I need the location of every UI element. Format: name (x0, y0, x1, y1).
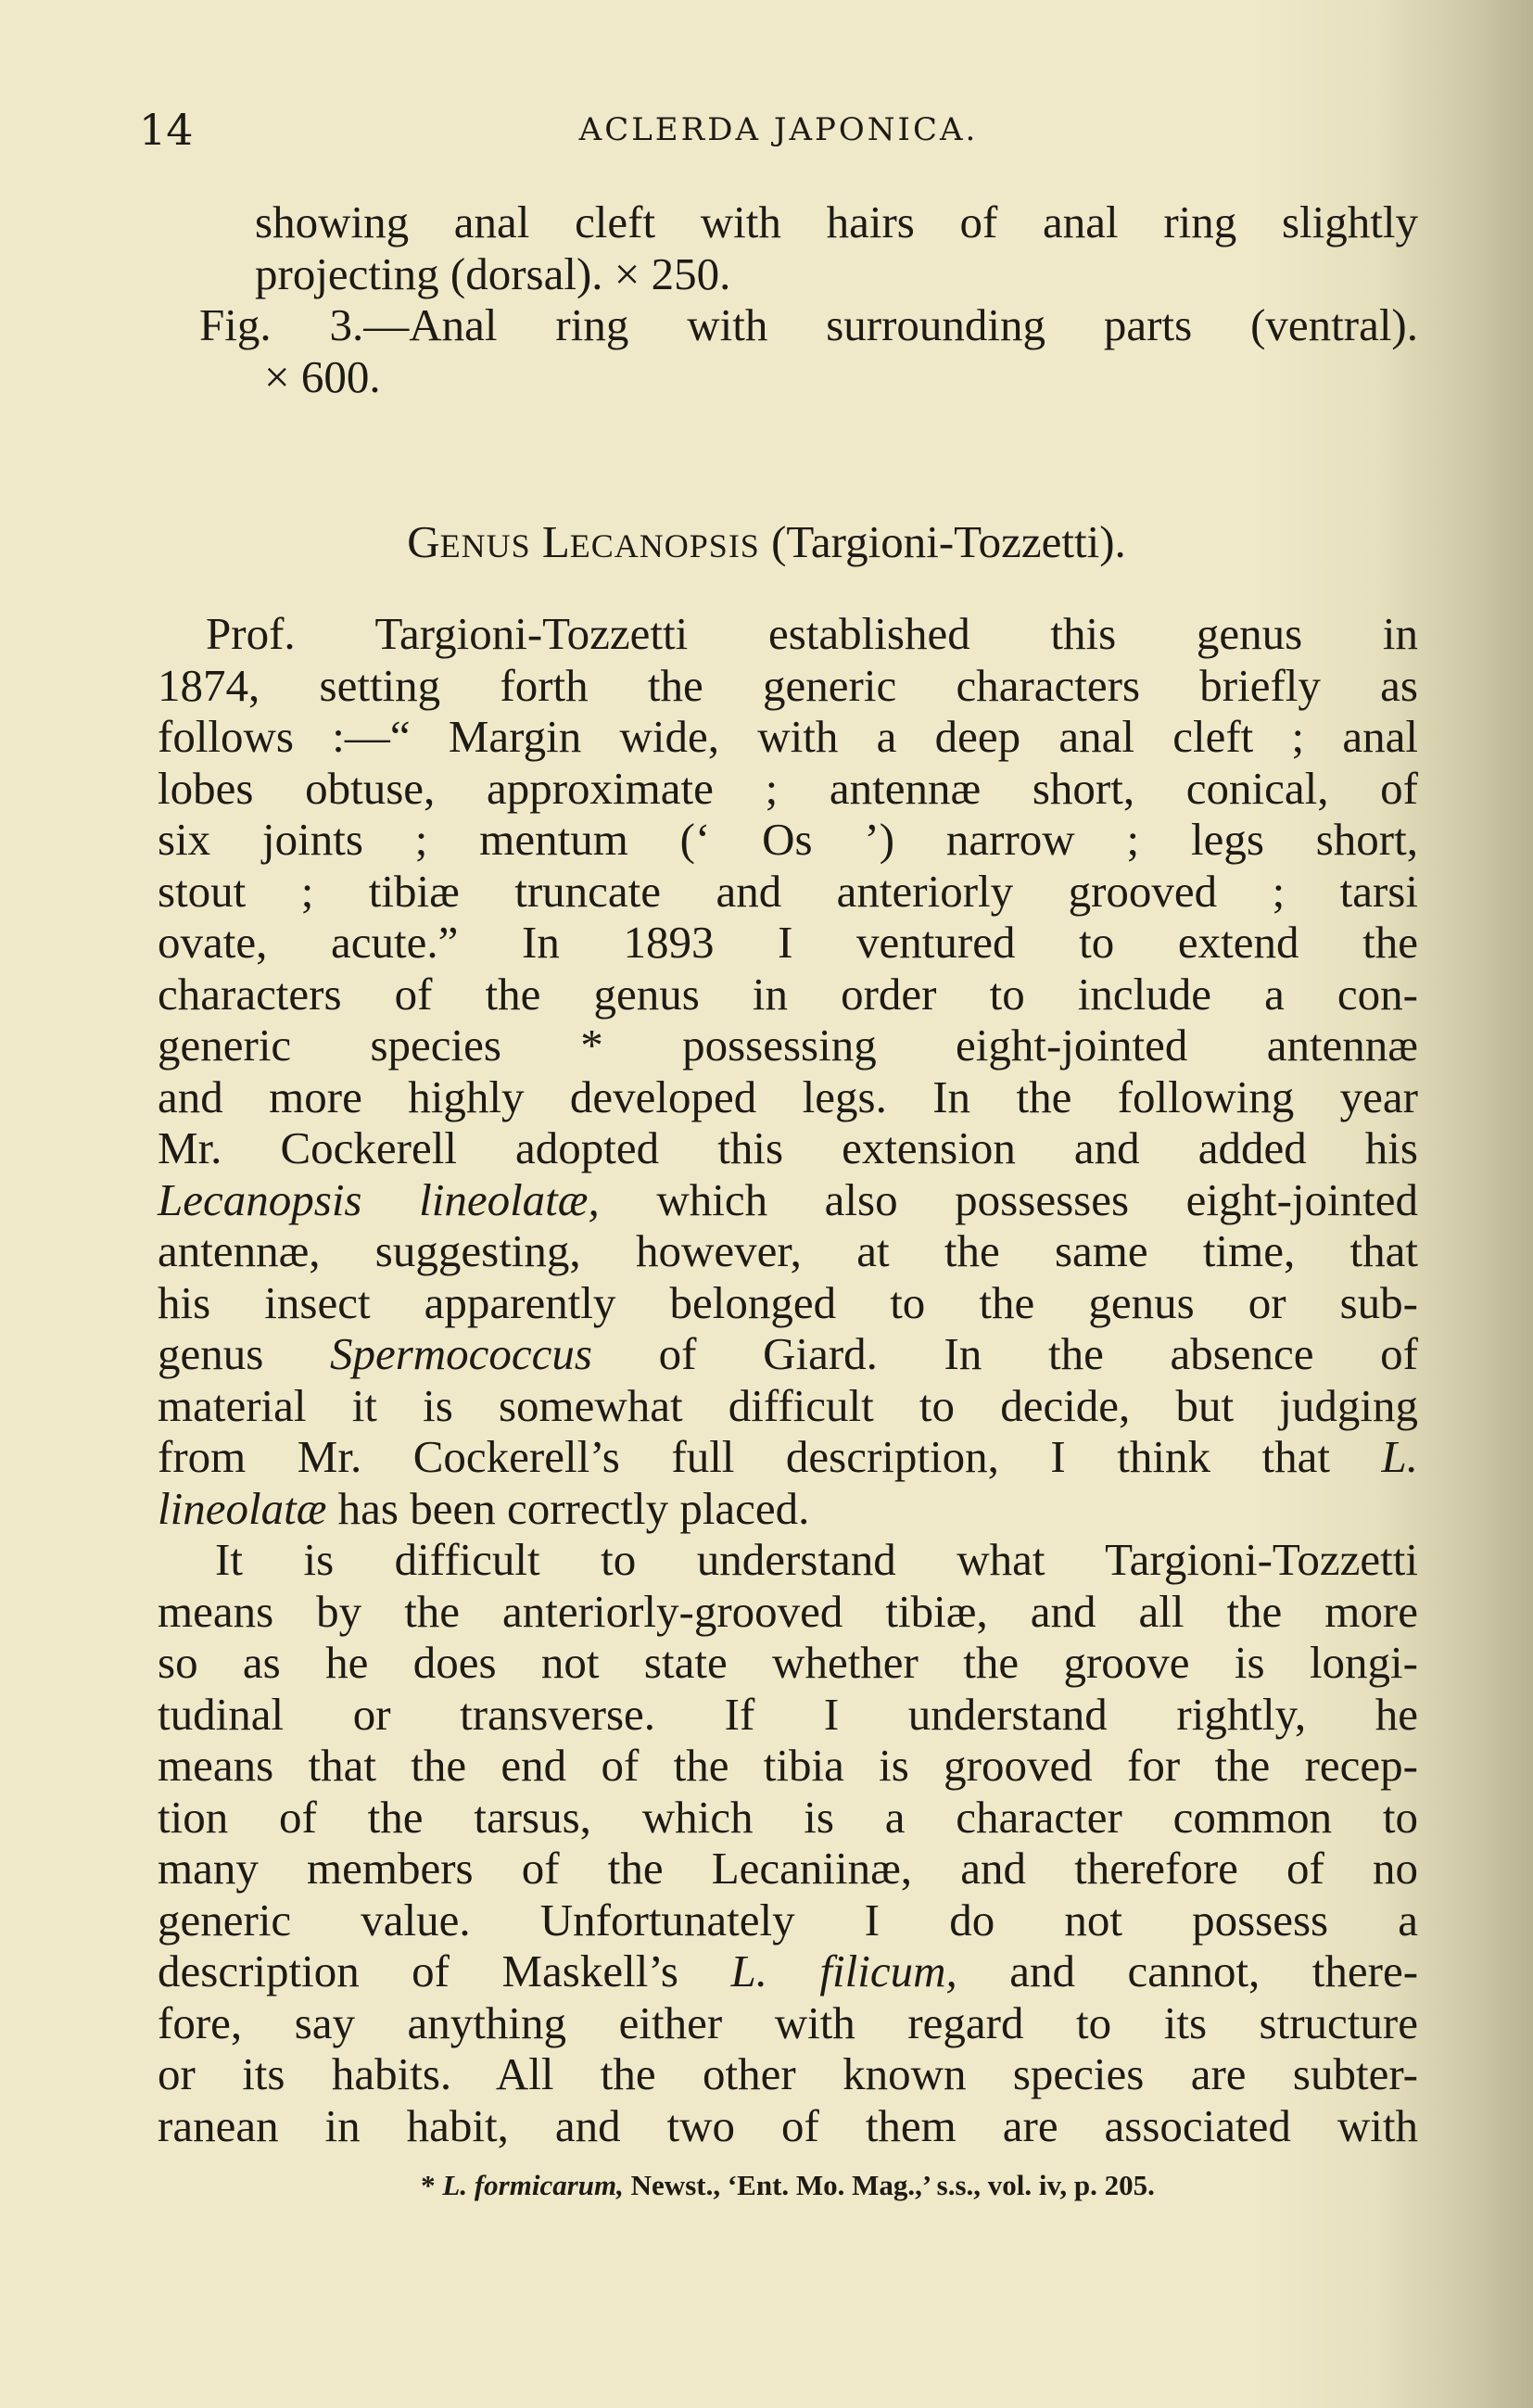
footnote (158, 2167, 1418, 2204)
text-span: has been correctly placed. (326, 1482, 810, 1534)
text-line (158, 1431, 1418, 1483)
caption-line: Fig. 3.—Anal ring with surrounding parts (ventral). (199, 299, 1418, 350)
caption-line: × 600. (264, 350, 381, 402)
text-line: characters of the genus in order to include a con- (158, 968, 1418, 1020)
text-span: from Mr. Cockerell’s full description, I think that (158, 1431, 1382, 1482)
text-line (158, 1174, 1418, 1226)
species-name-italic: lineolatæ (158, 1482, 327, 1534)
running-title: ACLERDA JAPONICA. (578, 111, 979, 148)
text-line (158, 1483, 1418, 1535)
text-line (158, 1328, 1418, 1380)
running-head (139, 102, 1418, 158)
genus-name-italic: Spermococcus (329, 1328, 592, 1379)
text-line: tudinal or transverse. If I understand rightly, he (158, 1688, 1418, 1740)
text-line: means that the end of the tibia is grooved for the recep- (158, 1740, 1418, 1791)
heading-authority: (Targioni-Tozzetti). (771, 516, 1126, 567)
text-span: genus (158, 1328, 330, 1379)
text-line: 1874, setting forth the generic characters briefly as (158, 659, 1418, 711)
text-span: of Giard. In the absence of (591, 1328, 1418, 1379)
text-line: lobes obtuse, approximate ; antennæ short, conical, of (158, 762, 1418, 814)
text-line: or its habits. All the other known species are subter- (158, 2048, 1418, 2099)
footnote-marker: * (421, 2169, 436, 2201)
text-line: ranean in habit, and two of them are associated with (158, 2099, 1418, 2151)
species-name-italic: L. (1381, 1431, 1418, 1482)
caption-line: projecting (dorsal). × 250. (255, 247, 731, 299)
text-line: means by the anteriorly-grooved tibiæ, and all the more (158, 1585, 1418, 1637)
text-span: and cannot, there- (957, 1945, 1419, 1996)
text-line: six joints ; mentum (‘ Os ’) narrow ; legs short, (158, 814, 1418, 865)
footnote-species-italic: L. formicarum, (442, 2169, 624, 2201)
text-line: Prof. Targioni-Tozzetti established this genus in (206, 608, 1418, 659)
paragraph-2 (158, 1534, 1418, 2151)
text-line: many members of the Lecaniinæ, and therefore of no (158, 1843, 1418, 1894)
text-line: material it is somewhat difficult to decide, but judging (158, 1379, 1418, 1431)
caption-line: showing anal cleft with hairs of anal ring slightly (255, 196, 1418, 247)
figure-captions (158, 196, 1418, 402)
text-line: his insect apparently belonged to the genus or sub- (158, 1276, 1418, 1328)
text-span: description of Maskell’s (158, 1945, 731, 1996)
text-line: follows :—“ Margin wide, with a deep anal cleft ; anal (158, 711, 1418, 762)
text-line: It is difficult to understand what Targioni-Tozzetti (215, 1534, 1418, 1585)
page-number: 14 (139, 105, 194, 155)
text-line: antennæ, suggesting, however, at the same time, that (158, 1225, 1418, 1276)
text-line: tion of the tarsus, which is a character common to (158, 1791, 1418, 1843)
text-span: which also possesses eight-jointed (599, 1173, 1419, 1225)
text-line: stout ; tibiæ truncate and anteriorly grooved ; tarsi (158, 865, 1418, 917)
section-heading (0, 514, 1533, 574)
heading-smallcaps: ENUS (439, 527, 531, 564)
text-line: generic value. Unfortunately I do not possess a (158, 1894, 1418, 1945)
text-line: ovate, acute.” In 1893 I ventured to extend the (158, 917, 1418, 968)
text-line: Mr. Cockerell adopted this extension and added his (158, 1122, 1418, 1173)
footnote-text: Newst., ‘Ent. Mo. Mag.,’ s.s., vol. iv, p. 205. (623, 2169, 1155, 2201)
heading-smallcaps: ECANOPSIS (569, 527, 760, 564)
text-line (158, 1945, 1418, 1997)
species-name-italic: L. filicum, (730, 1945, 957, 1996)
text-line: so as he does not state whether the groove is longi- (158, 1637, 1418, 1688)
text-line: generic species * possessing eight-jointed antennæ (158, 1020, 1418, 1071)
text-line: fore, say anything either with regard to its structure (158, 1996, 1418, 2048)
species-name-italic: Lecanopsis lineolatæ, (158, 1173, 600, 1225)
text-line: and more highly developed legs. In the following year (158, 1071, 1418, 1122)
heading-initial: G (407, 516, 440, 567)
paragraph-1 (158, 608, 1418, 1534)
heading-initial: L (541, 516, 570, 567)
